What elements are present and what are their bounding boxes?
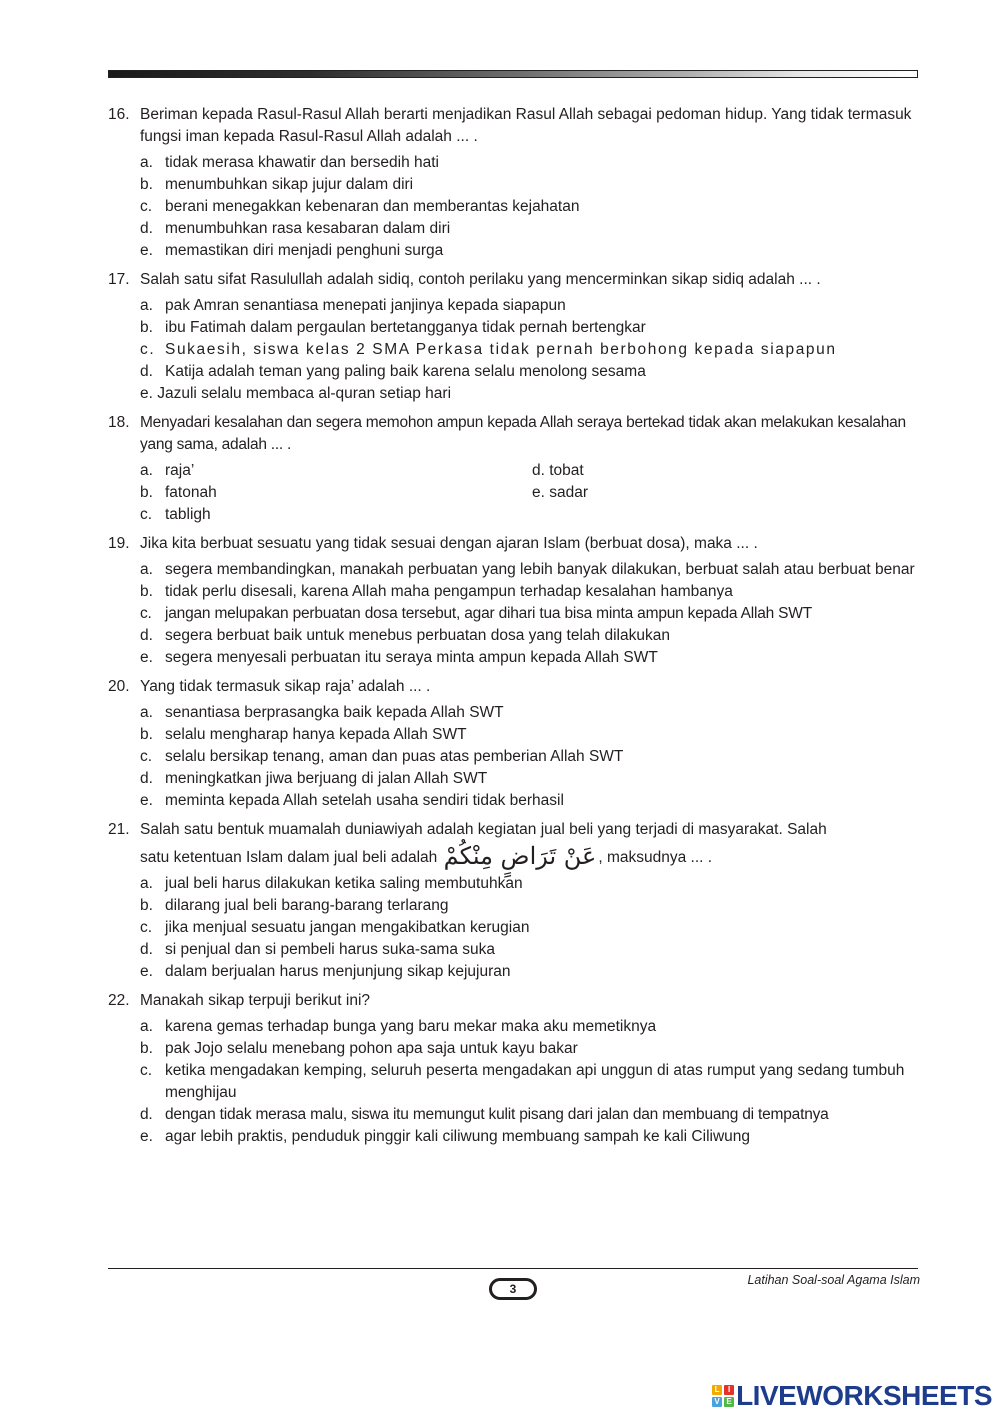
- option-e[interactable]: e. Jazuli selalu membaca al-quran setiap hari: [140, 385, 452, 402]
- option-d[interactable]: d. segera berbuat baik untuk menebus perbuatan dosa yang telah dilakukan: [140, 627, 670, 644]
- question-16: [108, 104, 918, 262]
- option-e[interactable]: e. agar lebih praktis, penduduk pinggir kali ciliwung membuang sampah ke kali Ciliwung: [140, 1128, 751, 1145]
- option-c[interactable]: c. jika menjual sesuatu jangan mengakibatkan kerugian: [140, 919, 530, 936]
- liveworksheets-logo[interactable]: [712, 1381, 992, 1411]
- question-18: [108, 412, 918, 526]
- question-number: 16.: [108, 106, 130, 123]
- question-stem-line2: satu ketentuan Islam dalam jual beli adalah: [140, 849, 438, 866]
- option-c[interactable]: c. ketika mengadakan kemping, seluruh peserta mengadakan api unggun di atas rumput yang sedang tumbuh menghijau: [140, 1062, 905, 1101]
- option-c[interactable]: c. tabligh: [140, 506, 211, 523]
- option-b[interactable]: b. ibu Fatimah dalam pergaulan bertetangganya tidak pernah bertengkar: [140, 319, 646, 336]
- option-d[interactable]: d. meningkatkan jiwa berjuang di jalan Allah SWT: [140, 770, 488, 787]
- question-number: 18.: [108, 414, 130, 431]
- book-title: Latihan Soal-soal Agama Islam: [747, 1273, 920, 1287]
- question-stem: Yang tidak termasuk sikap raja’ adalah ... .: [140, 678, 431, 695]
- option-list: [108, 559, 918, 669]
- option-e[interactable]: e. segera menyesali perbuatan itu seraya minta ampun kepada Allah SWT: [140, 649, 658, 666]
- option-d[interactable]: d. tobat: [532, 462, 584, 479]
- option-c[interactable]: c. jangan melupakan perbuatan dosa tersebut, agar dihari tua bisa minta ampun kepada Allah SWT: [140, 605, 812, 622]
- option-d[interactable]: d. menumbuhkan rasa kesabaran dalam diri: [140, 220, 451, 237]
- logo-tile-e: E: [724, 1397, 734, 1407]
- question-number: 20.: [108, 678, 130, 695]
- option-a[interactable]: a. tidak merasa khawatir dan bersedih hati: [140, 154, 439, 171]
- question-number: 19.: [108, 535, 130, 552]
- option-d[interactable]: d. dengan tidak merasa malu, siswa itu memungut kulit pisang dari jalan dan membuang di tempatnya: [140, 1106, 829, 1123]
- option-e[interactable]: e. dalam berjualan harus menjunjung sikap kejujuran: [140, 963, 511, 980]
- question-17: [108, 269, 918, 405]
- footer-divider: [108, 1268, 918, 1269]
- logo-tile-i: I: [724, 1385, 734, 1395]
- option-list: [108, 295, 918, 405]
- option-list: [108, 873, 918, 983]
- question-number: 21.: [108, 821, 130, 838]
- option-grid: [108, 460, 918, 526]
- option-b[interactable]: b. tidak perlu disesali, karena Allah maha pengampun terhadap kesalahan hambanya: [140, 583, 733, 600]
- option-a[interactable]: a. segera membandingkan, manakah perbuatan yang lebih banyak dilakukan, berbuat salah atau berbuat benar: [140, 561, 915, 578]
- option-e[interactable]: e. memastikan diri menjadi penghuni surga: [140, 242, 444, 259]
- question-number: 17.: [108, 271, 130, 288]
- liveworksheets-wordmark: LIVEWORKSHEETS: [736, 1380, 992, 1411]
- question-list: [108, 104, 918, 1155]
- option-e[interactable]: e. meminta kepada Allah setelah usaha sendiri tidak berhasil: [140, 792, 564, 809]
- option-list: [108, 702, 918, 812]
- question-19: [108, 533, 918, 669]
- option-c[interactable]: c. Sukaesih, siswa kelas 2 SMA Perkasa tidak pernah berbohong kepada siapapun: [140, 341, 837, 358]
- question-22: [108, 990, 918, 1148]
- option-list: [108, 1016, 918, 1148]
- question-stem: Jika kita berbuat sesuatu yang tidak sesuai dengan ajaran Islam (berbuat dosa), maka ... .: [140, 535, 758, 552]
- header-gradient-bar: [108, 70, 918, 78]
- logo-tile-l: L: [712, 1385, 722, 1395]
- option-b[interactable]: b. fatonah: [140, 484, 217, 501]
- question-20: [108, 676, 918, 812]
- question-stem: Beriman kepada Rasul-Rasul Allah berarti menjadikan Rasul Allah sebagai pedoman hidup. Yang tidak termasuk fungsi iman kepada Rasul-Rasul Allah adalah ... .: [140, 106, 912, 145]
- option-d[interactable]: d. si penjual dan si pembeli harus suka-sama suka: [140, 941, 495, 958]
- option-b[interactable]: b. dilarang jual beli barang-barang terlarang: [140, 897, 449, 914]
- option-d[interactable]: d. Katija adalah teman yang paling baik karena selalu menolong sesama: [140, 363, 646, 380]
- option-list: [108, 152, 918, 262]
- arabic-phrase: عَنْ تَرَاضٍ مِنْكُمْ: [443, 842, 597, 870]
- page-number-badge: 3: [489, 1278, 537, 1300]
- option-a[interactable]: a. jual beli harus dilakukan ketika saling membutuhkan: [140, 875, 523, 892]
- option-a[interactable]: a. senantiasa berprasangka baik kepada Allah SWT: [140, 704, 504, 721]
- option-a[interactable]: a. raja’: [140, 462, 195, 479]
- question-stem: Salah satu sifat Rasulullah adalah sidiq, contoh perilaku yang mencerminkan sikap sidiq adalah ... .: [140, 271, 821, 288]
- question-stem: Manakah sikap terpuji berikut ini?: [140, 992, 371, 1009]
- question-stem: Menyadari kesalahan dan segera memohon ampun kepada Allah seraya bertekad tidak akan melakukan kesalahan yang sama, adalah ... .: [140, 414, 906, 453]
- logo-tile-v: V: [712, 1397, 722, 1407]
- option-c[interactable]: c. selalu bersikap tenang, aman dan puas atas pemberian Allah SWT: [140, 748, 624, 765]
- question-number: 22.: [108, 992, 130, 1009]
- option-a[interactable]: a. karena gemas terhadap bunga yang baru mekar maka aku memetiknya: [140, 1018, 657, 1035]
- option-a[interactable]: a. pak Amran senantiasa menepati janjinya kepada siapapun: [140, 297, 566, 314]
- option-e[interactable]: e. sadar: [532, 484, 589, 501]
- option-b[interactable]: b. pak Jojo selalu menebang pohon apa saja untuk kayu bakar: [140, 1040, 578, 1057]
- question-stem-line2-end: , maksudnya ... .: [598, 849, 713, 866]
- question-21: [108, 819, 918, 983]
- liveworksheets-icon: [712, 1385, 734, 1407]
- option-b[interactable]: b. menumbuhkan sikap jujur dalam diri: [140, 176, 414, 193]
- option-b[interactable]: b. selalu mengharap hanya kepada Allah SWT: [140, 726, 467, 743]
- question-stem-line1: Salah satu bentuk muamalah duniawiyah adalah kegiatan jual beli yang terjadi di masyarakat. Salah: [140, 821, 827, 838]
- option-c[interactable]: c. berani menegakkan kebenaran dan memberantas kejahatan: [140, 198, 580, 215]
